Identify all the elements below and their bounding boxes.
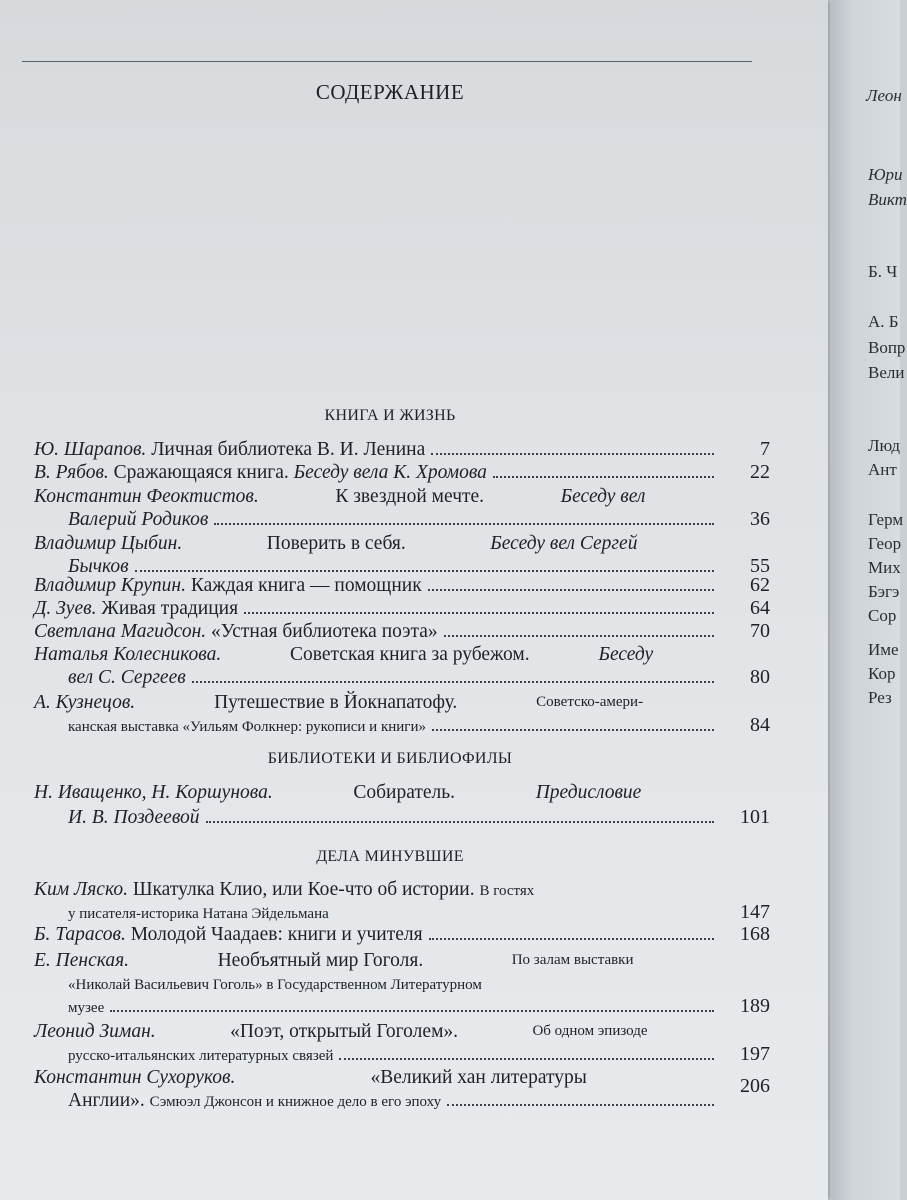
entry-subtitle-cont: русско-итальянских литературных связей — [68, 1048, 334, 1064]
adjacent-fragment: Сор — [868, 606, 897, 625]
adjacent-fragment: Мих — [868, 558, 901, 577]
entry-note-cont: Бычков — [68, 556, 129, 577]
leader-dots — [192, 681, 714, 683]
entry-subtitle-cont: у писателя-историка Натана Эйдельмана — [68, 906, 329, 922]
entry-subtitle-cont: музее — [68, 1000, 105, 1016]
entry-page: 62 — [750, 574, 770, 596]
entry-author: Константин Сухоруков. — [34, 1067, 236, 1088]
leader-dots — [214, 523, 714, 525]
entry-title: Собиратель. — [353, 782, 456, 803]
section-heading-3: ДЕЛА МИНУВШИЕ — [316, 848, 464, 865]
entry-title: Молодой Чаадаев: книги и учителя — [130, 924, 423, 945]
adjacent-fragment: Ант — [868, 460, 897, 479]
toc-entry[interactable] — [34, 1066, 770, 1112]
entry-author: Наталья Колесникова. — [34, 644, 222, 665]
entry-author: В. Рябов. — [34, 462, 109, 483]
entry-page: 80 — [750, 666, 770, 688]
entry-note-cont: вел С. Сергеев — [68, 667, 186, 688]
entry-note: Предисловие — [535, 782, 642, 803]
adjacent-fragment: Викт — [868, 190, 907, 209]
entry-title: «Великий хан литературы — [370, 1067, 587, 1088]
leader-dots — [447, 1104, 714, 1106]
entry-page: 168 — [740, 923, 770, 945]
entry-subtitle-cont: канская выставка «Уильям Фолкнер: рукописи и книги» — [68, 719, 426, 735]
page-title: СОДЕРЖАНИЕ — [315, 80, 465, 104]
entry-page: 7 — [760, 438, 770, 460]
entry-page: 64 — [750, 597, 770, 619]
adjacent-fragment: Б. Ч — [868, 262, 898, 281]
adjacent-fragment: Рез — [868, 688, 892, 707]
toc-entry[interactable] — [34, 574, 770, 597]
entry-author: Светлана Магидсон. — [34, 621, 207, 642]
toc-entry[interactable] — [34, 532, 770, 578]
section-heading-2: БИБЛИОТЕКИ И БИБЛИОФИЛЫ — [267, 750, 513, 767]
entry-title: Путешествие в Йокнапатофу. — [214, 692, 458, 713]
entry-subtitle: По залам выставки — [511, 952, 634, 968]
entry-author: Константин Феоктистов. — [34, 486, 259, 507]
entry-title: Личная библиотека В. И. Ленина — [151, 439, 426, 460]
top-rule — [22, 61, 752, 62]
adjacent-fragment: Люд — [868, 436, 901, 455]
leader-dots — [135, 570, 714, 572]
entry-page: 22 — [750, 461, 770, 483]
entry-page: 206 — [740, 1075, 770, 1097]
leader-dots — [110, 1010, 714, 1012]
toc-entry[interactable] — [34, 878, 770, 924]
entry-page: 84 — [750, 714, 770, 736]
toc-entry[interactable] — [34, 485, 770, 531]
toc-entry[interactable] — [34, 1020, 770, 1066]
entry-title: Поверить в себя. — [266, 533, 406, 554]
toc-entry[interactable] — [34, 438, 770, 461]
toc-entry[interactable] — [34, 949, 770, 1018]
entry-note: Беседу вел — [560, 486, 646, 507]
toc-entry[interactable] — [34, 923, 770, 946]
leader-dots — [493, 476, 714, 478]
entry-author: Н. Иващенко, Н. Коршунова. — [34, 782, 273, 803]
entry-title-cont: Англии». — [68, 1090, 145, 1111]
entry-page: 70 — [750, 620, 770, 642]
entry-subtitle: В гостях — [479, 883, 535, 899]
toc-entry[interactable] — [34, 643, 770, 689]
adjacent-fragment: Бэгэ — [868, 582, 900, 601]
leader-dots — [431, 453, 714, 455]
leader-dots — [429, 938, 714, 940]
entry-title: Шкатулка Клио, или Кое-что об истории. — [132, 879, 475, 900]
toc-entry[interactable] — [34, 781, 770, 829]
toc-entry[interactable] — [34, 597, 770, 620]
entry-page: 101 — [740, 806, 770, 828]
leader-dots — [206, 821, 714, 823]
entry-title: Сражающаяся книга. — [113, 462, 289, 483]
entry-note-cont: Валерий Родиков — [68, 509, 209, 530]
adjacent-fragment: Вели — [868, 363, 905, 382]
entry-author: Владимир Цыбин. — [34, 533, 183, 554]
entry-author: Владимир Крупин. — [34, 575, 186, 596]
toc-entry[interactable] — [34, 691, 770, 737]
entry-note-cont: И. В. Поздеевой — [68, 807, 200, 828]
entry-note: Беседу вела К. Хромова — [293, 462, 487, 483]
toc-entry[interactable] — [34, 620, 770, 643]
entry-author: Е. Пенская. — [34, 950, 130, 971]
entry-author: Б. Тарасов. — [34, 924, 126, 945]
entry-author: Ким Ляско. — [34, 879, 128, 900]
entry-title: Живая традиция — [101, 598, 239, 619]
section-heading-1: КНИГА И ЖИЗНЬ — [324, 407, 456, 424]
entry-page: 55 — [750, 555, 770, 577]
entry-subtitle: Советско-амери- — [536, 694, 644, 710]
adjacent-fragment: Име — [868, 640, 899, 659]
entry-subtitle-cont: «Николай Васильевич Гоголь» в Государственном Литературном — [68, 977, 482, 993]
entry-page: 147 — [740, 901, 770, 923]
leader-dots — [432, 729, 714, 731]
toc-entry[interactable] — [34, 461, 770, 484]
adjacent-fragment: Леон — [866, 86, 902, 105]
adjacent-fragment: Вопр — [868, 338, 906, 357]
adjacent-fragment: Юри — [868, 165, 903, 184]
entry-title: Каждая книга — помощник — [190, 575, 422, 596]
adjacent-fragment: Герм — [868, 510, 904, 529]
entry-author: Ю. Шарапов. — [34, 439, 147, 460]
entry-title: «Поэт, открытый Гоголем». — [230, 1021, 459, 1042]
entry-author: Леонид Зиман. — [34, 1021, 156, 1042]
adjacent-fragment: Кор — [868, 664, 896, 683]
entry-page: 197 — [740, 1043, 770, 1065]
entry-author: А. Кузнецов. — [34, 692, 136, 713]
entry-title: «Устная библиотека поэта» — [211, 621, 438, 642]
leader-dots — [428, 589, 714, 591]
entry-title: Необъятный мир Гоголя. — [217, 950, 424, 971]
adjacent-fragment: А. Б — [868, 312, 899, 331]
leader-dots — [444, 635, 714, 637]
entry-subtitle: Об одном эпизоде — [532, 1023, 648, 1039]
leader-dots — [339, 1058, 714, 1060]
entry-page: 189 — [740, 995, 770, 1017]
entry-title: К звездной мечте. — [335, 486, 485, 507]
adjacent-fragment: Геор — [868, 534, 902, 553]
leader-dots — [244, 612, 714, 614]
entry-title: Советская книга за рубежом. — [290, 644, 530, 665]
entry-subtitle-cont: Сэмюэл Джонсон и книжное дело в его эпоху — [149, 1094, 442, 1110]
entry-note: Беседу — [598, 644, 654, 665]
entry-page: 36 — [750, 508, 770, 530]
adjacent-page-edge — [832, 0, 907, 1200]
entry-note: Беседу вел Сергей — [490, 533, 638, 554]
entry-author: Д. Зуев. — [34, 598, 97, 619]
